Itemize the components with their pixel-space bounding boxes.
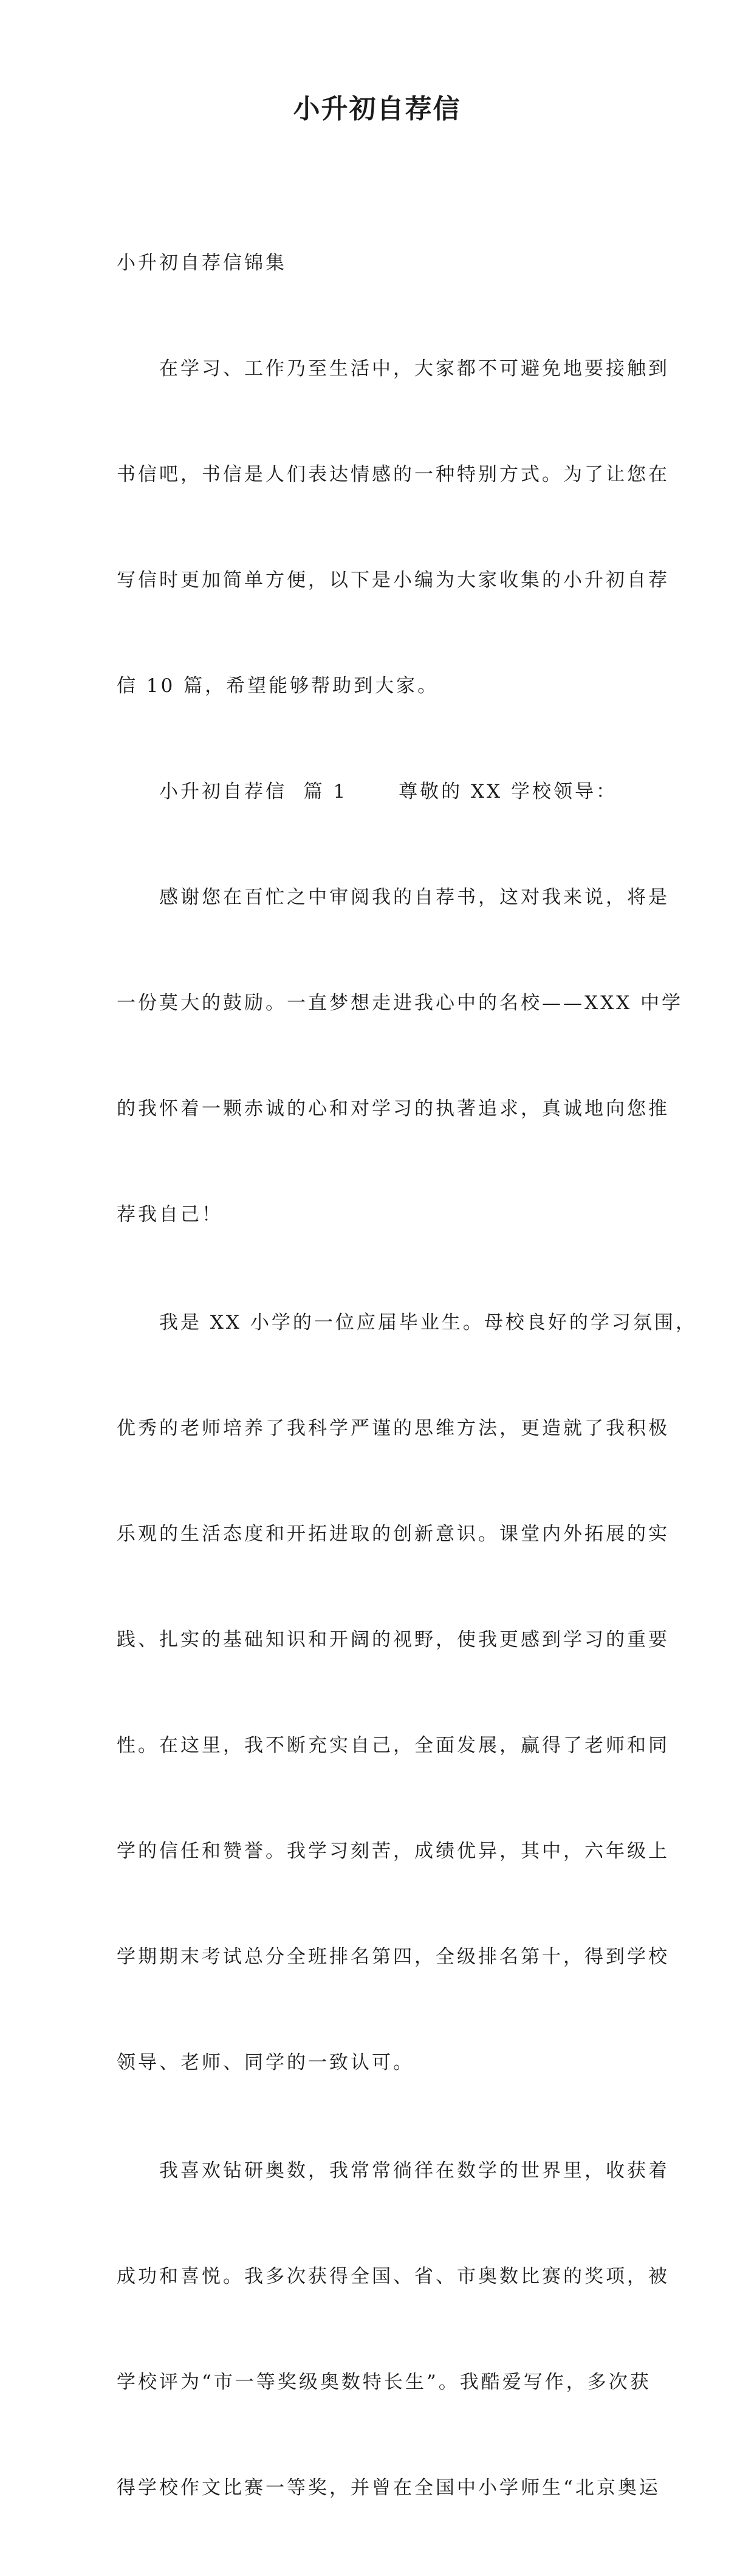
paragraph-2-line-1: 我是 XX 小学的一位应届毕业生。母校良好的学习氛围， — [117, 1312, 697, 1334]
paragraph-2-line-2: 优秀的老师培养了我科学严谨的思维方法，更造就了我积极 — [117, 1417, 670, 1439]
intro-line-1: 在学习、工作乃至生活中，大家都不可避免地要接触到 — [117, 358, 670, 380]
paragraph-1-line-4: 荐我自己！ — [117, 1204, 223, 1225]
paragraph-3-line-1: 我喜欢钻研奥数，我常常徜徉在数学的世界里，收获着 — [117, 2160, 670, 2182]
paragraph-2-line-7: 学期期末考试总分全班排名第四，全级排名第十，得到学校 — [117, 1946, 670, 1968]
paragraph-2-line-8: 领导、老师、同学的一致认可。 — [117, 2052, 414, 2074]
subtitle-line: 小升初自荐信锦集 — [117, 252, 287, 274]
paragraph-2-line-6: 学的信任和赞誉。我学习刻苦，成绩优异，其中，六年级上 — [117, 1840, 670, 1862]
paragraph-2-line-3: 乐观的生活态度和开拓进取的创新意识。课堂内外拓展的实 — [117, 1523, 670, 1545]
document-title: 小升初自荐信 — [293, 94, 461, 125]
intro-line-2: 书信吧，书信是人们表达情感的一种特别方式。为了让您在 — [117, 464, 670, 485]
paragraph-1-line-2: 一份莫大的鼓励。一直梦想走进我心中的名校——XXX 中学 — [117, 992, 684, 1014]
paragraph-3-line-4: 得学校作文比赛一等奖，并曾在全国中小学师生“北京奥运 — [117, 2477, 660, 2499]
document-body — [117, 175, 697, 2576]
paragraph-1-line-3: 的我怀着一颗赤诚的心和对学习的执著追求，真诚地向您推 — [117, 1098, 670, 1120]
paragraph-1-line-1: 感谢您在百忙之中审阅我的自荐书，这对我来说，将是 — [117, 886, 670, 908]
paragraph-3-line-2: 成功和喜悦。我多次获得全国、省、市奥数比赛的奖项，被 — [117, 2266, 670, 2287]
intro-line-3: 写信时更加简单方便，以下是小编为大家收集的小升初自荐 — [117, 569, 670, 591]
letter-heading-line: 小升初自荐信 篇 1 尊敬的 XX 学校领导： — [117, 781, 617, 803]
intro-line-4: 信 10 篇，希望能够帮助到大家。 — [117, 675, 439, 697]
paragraph-2-line-5: 性。在这里，我不断充实自己，全面发展，赢得了老师和同 — [117, 1735, 670, 1756]
paragraph-3-line-3: 学校评为“市一等奖级奥数特长生”。我酷爱写作，多次获 — [117, 2371, 651, 2393]
paragraph-2-line-4: 践、扎实的基础知识和开阔的视野，使我更感到学习的重要 — [117, 1629, 670, 1651]
